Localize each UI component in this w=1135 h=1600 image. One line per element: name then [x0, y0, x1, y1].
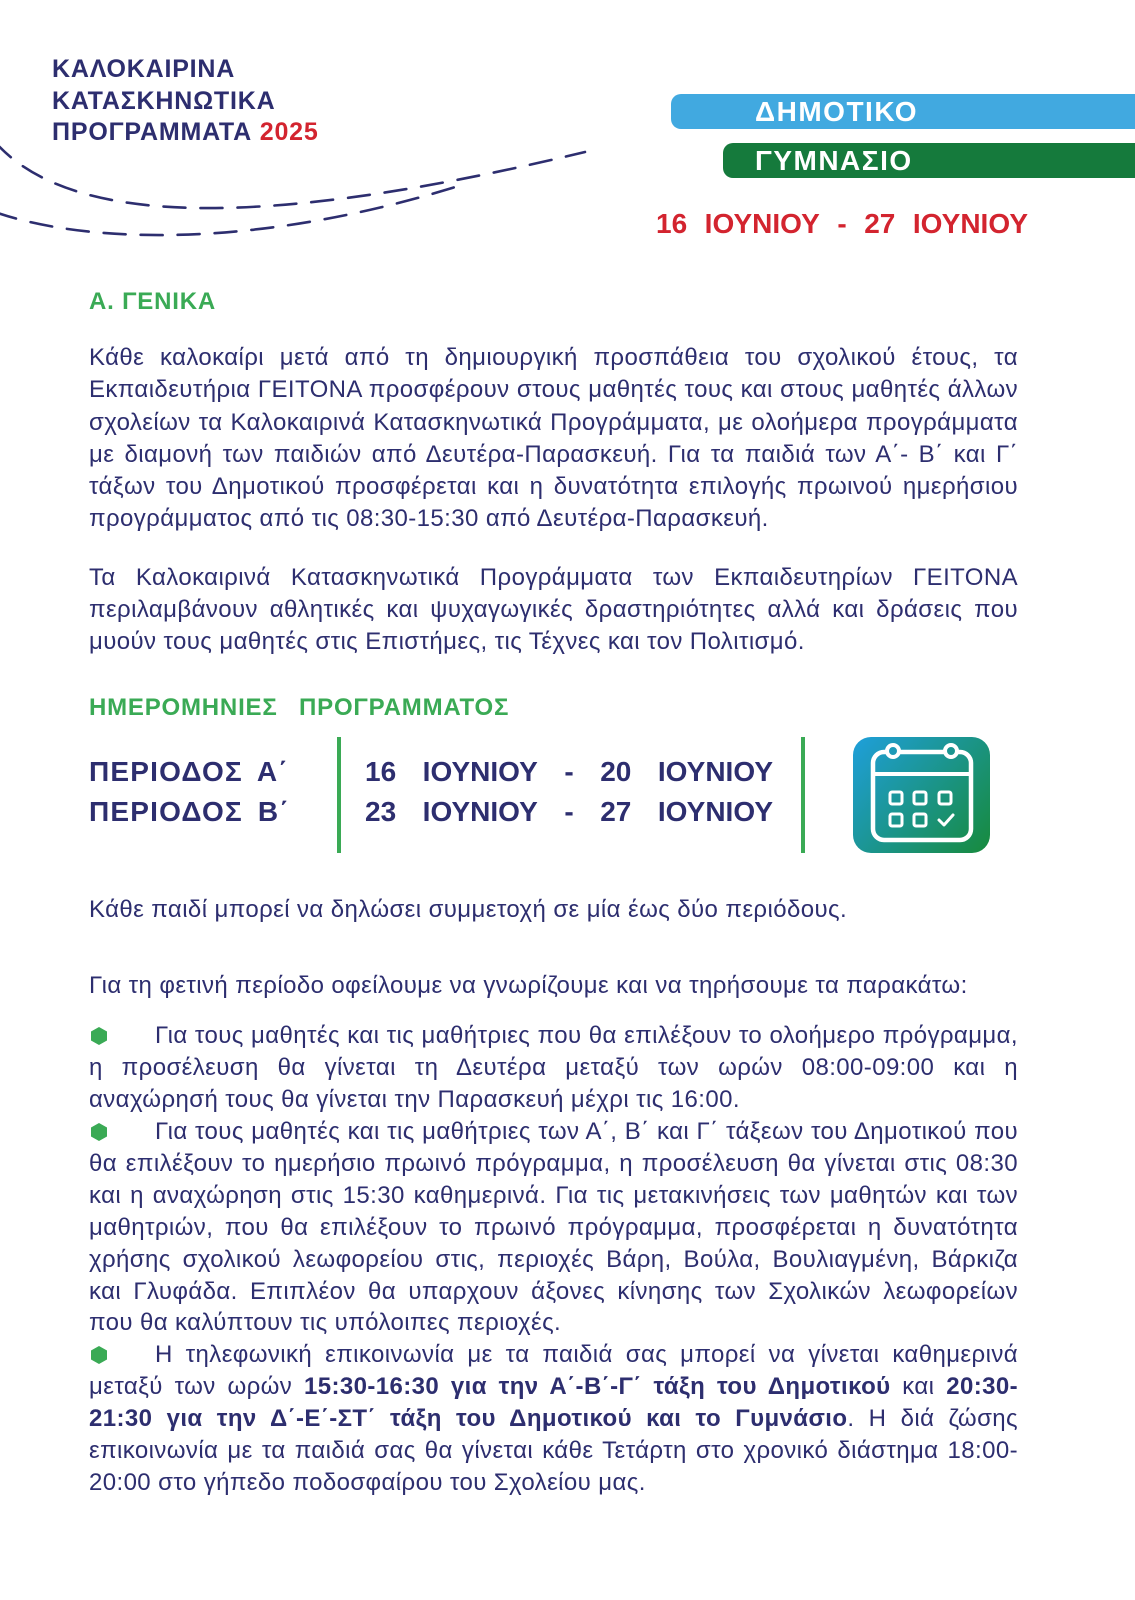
rule-item: [89, 1020, 1018, 1116]
intro-paragraph-1: Κάθε καλοκαίρι μετά από τη δημιουργική προσπάθεια του σχολικού έτους, τα Εκπαιδευτήρια ΓΕΙΤΟΝΑ προσφέρουν στους μαθητές τους και στους μαθητές άλλων σχολείων τα Καλοκαιρινά Κατασκηνωτικά Προγράμματα, με ολοήμερα προγράμματα με διαμονή των παιδιών από Δευτέρα-Παρασκευή. Για τα παιδιά των Α΄- Β΄ και Γ΄ τάξων του Δημοτικού προσφέρεται και η δυνατότητα επιλογής πρωινού ημερήσιου προγράμματος από τις 08:30-15:30 από Δευτέρα-Παρασκευή.: [89, 344, 1018, 533]
period-labels: [89, 752, 290, 832]
divider-line: [801, 737, 805, 853]
rule-item: [89, 1339, 1018, 1499]
rule-highlight: 15:30-16:30 για την Α΄-Β΄-Γ΄ τάξη του Δημοτικού: [303, 1373, 891, 1401]
page-title-block: [52, 54, 319, 149]
period-dates: [365, 752, 773, 832]
rules-intro: Για τη φετινή περίοδο οφείλουμε να γνωρίζουμε και να τηρήσουμε τα παρακάτω:: [89, 971, 968, 999]
title-line: ΚΑΛΟΚΑΙΡΙΝΑ: [52, 55, 236, 83]
hexagon-bullet-icon: [91, 1123, 107, 1141]
rule-text: και: [902, 1373, 935, 1401]
section-general-heading: Α. ΓΕΝΙΚΑ: [89, 288, 216, 315]
rule-text: Για τους μαθητές και τις μαθήτριες που θα επιλέξουν το ολοήμερο πρόγραμμα, η προσέλευση θα γίνεται τη Δευτέρα μεταξύ των ωρών 08:00-09:00 και η αναχώρησή τους θα γίνεται την Παρασκευή μέχρι τις 16:00.: [89, 1022, 1018, 1114]
period-label-a: ΠΕΡΙΟΔΟΣ Α΄: [89, 755, 289, 787]
participation-note: Κάθε παιδί μπορεί να δηλώσει συμμετοχή σε μία έως δύο περιόδους.: [89, 895, 848, 923]
title-line-text: ΠΡΟΓΡΑΜΜΑΤΑ: [52, 118, 252, 146]
program-dates-heading: ΗΜΕΡΟΜΗΝΙΕΣ ΠΡΟΓΡΑΜΜΑΤΟΣ: [89, 693, 510, 721]
main-content: [89, 288, 1018, 1499]
period-label-b: ΠΕΡΙΟΔΟΣ Β΄: [89, 795, 290, 827]
hexagon-bullet-icon: [91, 1346, 107, 1364]
rule-text: Η τηλεφωνική επικοινωνία με τα παιδιά σας μπορεί να γίνεται καθημερινά μεταξύ των ωρών: [89, 1341, 1018, 1401]
periods-table: [89, 737, 1018, 853]
level-badge-secondary: ΓΥΜΝΑΣΙΟ: [723, 143, 1135, 178]
period-dates-b: 23 ΙΟΥΝΙΟΥ - 27 ΙΟΥΝΙΟΥ: [365, 795, 773, 827]
calendar-icon: [853, 737, 990, 853]
rule-text: Για τους μαθητές και τις μαθήτριες των Α΄, Β΄ και Γ΄ τάξεων του Δημοτικού που θα επιλέξουν το ημερήσιο πρωινό πρόγραμμα, η προσέλευση θα γίνεται στις 08:30 και η αναχώρηση στις 15:30 καθημερινά. Για τις μετακινήσεις των μαθητών και των μαθητριών, που θα επιλέξουν το πρωινό πρόγραμμα, προσφέρεται η δυνατότητα χρήσης σχολικού λεωφορείου στις, περιοχές Βάρη, Βούλα, Βουλιαγμένη, Βάρκιζα και Γλυφάδα. Επιπλέον θα υπαρχουν άξονες κίνησης των Σχολικών λεωφορείων που θα καλύπτουν τις υπόλοιπες περιοχές.: [89, 1117, 1018, 1337]
program-date-range: 16 ΙΟΥΝΙΟΥ - 27 ΙΟΥΝΙΟΥ: [656, 208, 1028, 239]
rule-item: [89, 1116, 1018, 1339]
period-dates-a: 16 ΙΟΥΝΙΟΥ - 20 ΙΟΥΝΙΟΥ: [365, 755, 773, 787]
level-badge-primary: ΔΗΜΟΤΙΚΟ: [671, 94, 1135, 129]
rule-text: . Η διά ζώσης επικοινωνία με τα παιδιά σας θα γίνεται κάθε Τετάρτη στο χρονικό διάστημα 18:00-20:00 στο γήπεδο ποδοσφαίρου του Σχολείου μας.: [89, 1405, 1018, 1496]
divider-line: [337, 737, 341, 853]
rule-highlight: 20:30-21:30 για την Δ΄-Ε΄-ΣΤ΄ τάξη του Δημοτικού και το Γυμνάσιο: [89, 1373, 1018, 1433]
year-label: 2025: [259, 118, 319, 146]
intro-paragraph-2: Τα Καλοκαιρινά Κατασκηνωτικά Προγράμματα των Εκπαιδευτηρίων ΓΕΙΤΟΝΑ περιλαμβάνουν αθλητικές και ψυχαγωγικές δραστηριότητες αλλά και δράσεις που μυούν τους μαθητές στις Επιστήμες, τις Τέχνες και τον Πολιτισμό.: [89, 563, 1018, 656]
title-line: ΚΑΤΑΣΚΗΝΩΤΙΚΑ: [52, 86, 276, 115]
rules-list: [89, 1020, 1018, 1499]
title-line: [52, 117, 319, 149]
hexagon-bullet-icon: [91, 1027, 107, 1045]
